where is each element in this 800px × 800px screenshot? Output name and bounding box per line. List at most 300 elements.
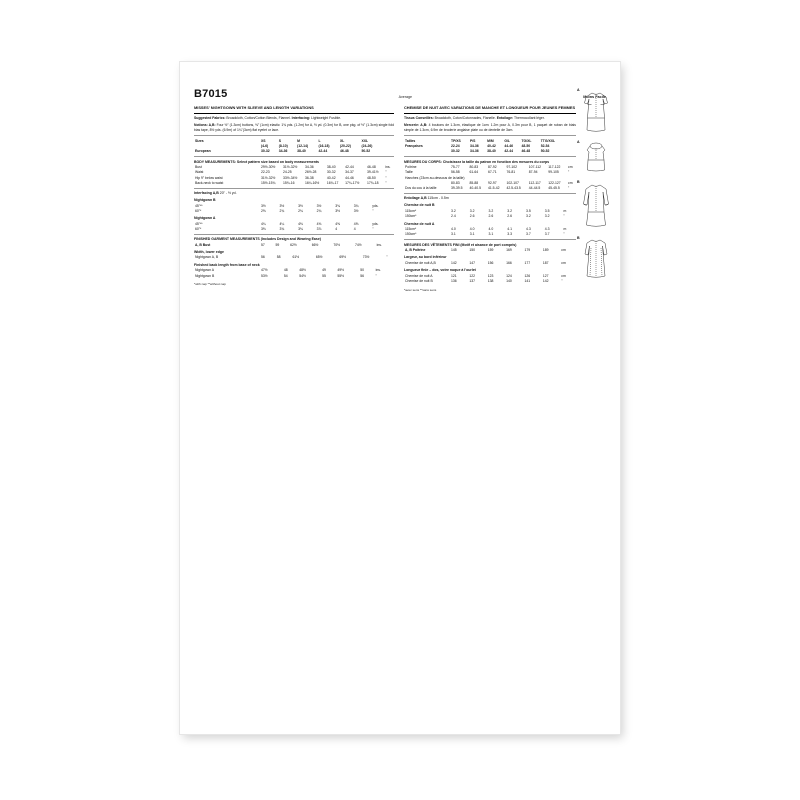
francaises-label: Françaises (405, 144, 423, 149)
divider (194, 135, 394, 136)
cell: 46-48 (367, 165, 376, 170)
cell: 4¼ (261, 221, 266, 226)
size-col-0: TP/XS (451, 138, 461, 143)
cell: 40-40.5 (469, 186, 481, 191)
unit: " (385, 175, 387, 180)
cell: 55½ (337, 273, 345, 278)
table-row (404, 232, 576, 237)
cell: 112-117 (528, 180, 541, 185)
divider (404, 239, 576, 240)
cell: 169 (506, 247, 512, 252)
eu-0: 30-32 (261, 149, 270, 154)
cell: 17¾-18 (367, 180, 379, 185)
fr-sub-2: 40-42 (487, 144, 496, 149)
cell: 121 (451, 273, 457, 278)
table-row (194, 255, 394, 260)
cell: 150 (469, 247, 476, 252)
cell: 39-41½ (367, 170, 379, 175)
average-label: Average (398, 95, 412, 99)
nightgown-b-full-length-icon (581, 236, 611, 282)
cell: 49½ (337, 268, 345, 273)
cell: 3.1 (451, 232, 456, 237)
cell: 69½ (339, 255, 346, 260)
divider (404, 193, 576, 194)
cell: 59 (275, 242, 280, 247)
european-label: European (195, 149, 211, 154)
english-finished-heading: FINISHED GARMENT MEASUREMENTS (Includes Design and Wearing Ease) (194, 237, 321, 242)
cell: 3.2 (526, 214, 531, 219)
cell: 4.3 (544, 226, 550, 231)
cell: 48 (283, 268, 288, 273)
cell: 3.5 (544, 208, 550, 213)
figure-label: B (577, 180, 580, 184)
cell: 54 (283, 273, 288, 278)
cell: 85-88 (469, 180, 479, 185)
cell: 26½-28 (304, 170, 317, 175)
divider (404, 156, 576, 157)
english-body-table (194, 165, 394, 186)
figure-nightgown-b-full (578, 236, 614, 282)
unit: m (563, 226, 567, 231)
cell: 177 (524, 260, 531, 265)
row-label: Chemise de nuit B (405, 278, 433, 283)
eu-4: 46-48 (340, 149, 349, 154)
cell: 33½-34½ (282, 175, 298, 180)
cell: 4⅝ (335, 221, 340, 226)
cell: 136 (451, 278, 457, 283)
table-row (194, 227, 394, 232)
table-row (194, 242, 394, 247)
cell: 44-46 (345, 175, 354, 180)
cell: 123 (487, 273, 494, 278)
cell: 92-97 (487, 180, 497, 185)
cell: 2¾ (316, 208, 322, 213)
cell: 41.5-42 (487, 186, 500, 191)
chemise-b-label: Chemise de nuit B (404, 203, 435, 208)
unit: ins. (385, 165, 391, 170)
figure-label: B (577, 236, 580, 240)
unit: " (385, 170, 387, 175)
divider (404, 135, 576, 136)
row-label: Nightgown A (195, 268, 215, 273)
cell: 47½ (261, 268, 268, 273)
cell: 3¾ (353, 203, 359, 208)
english-nightgown-b-table (194, 203, 394, 214)
table-row (404, 248, 576, 253)
notions-text: 4 boutons de 1.3cm, élastique de 1cm: 1.2m pour A, 0.3m pour B, 1 paquet de ruban de biais simple de 1.3cm, 6.9m de broderie anglaise plate ou de dentelle de 3cm. (404, 123, 576, 132)
cell: 80-83 (451, 180, 460, 185)
unit: " (568, 186, 570, 191)
table-row (404, 278, 576, 283)
size-col-2: M/M (487, 138, 494, 143)
figure-label: A (577, 88, 580, 92)
fr-eu-0: 30-32 (451, 149, 460, 154)
unit: " (385, 180, 387, 185)
unit: m (563, 208, 567, 213)
difficulty-label: Moins Facile (583, 95, 606, 99)
cell: 58 (276, 255, 281, 260)
french-footnotes: *avec sens **sans sens (404, 287, 437, 292)
cell: 3½ (335, 208, 340, 213)
sheet-body (180, 62, 620, 734)
size-sub-3: (16-18) (318, 144, 330, 149)
cell: 3.2 (507, 208, 512, 213)
cell: 75-77 (451, 165, 460, 170)
unit: yds. (372, 203, 379, 208)
fr-eu-1: 34-36 (469, 149, 479, 154)
pattern-code: B7015 (194, 88, 228, 100)
cell: 49 (322, 268, 326, 273)
cell: 36-38 (304, 175, 314, 180)
english-finished-table (194, 242, 394, 247)
cell: 87-94 (528, 170, 538, 175)
french-finished-table (404, 248, 576, 253)
figure-nightgown-a-short (578, 88, 614, 134)
cell: 29½-30½ (261, 165, 276, 170)
cell: 17¼-17½ (345, 180, 360, 185)
nightgown-b-long-sleeve-icon (581, 180, 611, 230)
cell: 4⅝ (353, 221, 359, 226)
notions-label: Mercerie: A,B: (404, 123, 428, 128)
cell: 140 (506, 278, 512, 283)
size-col-3: G/L (504, 138, 510, 143)
fr-eu-2: 38-40 (487, 149, 496, 154)
figure-nightgown-b-long (578, 180, 614, 230)
divider (194, 234, 394, 235)
row-label: A, B Poitrine (405, 247, 426, 252)
unit: cm (561, 260, 566, 265)
sheet-header (194, 88, 606, 100)
cell: 3⅞ (316, 226, 322, 231)
fr-sub-0: 22-24 (451, 144, 460, 149)
unit: " (386, 255, 388, 260)
cell: 4.0 (469, 226, 475, 231)
figure-label: A (577, 140, 580, 144)
divider (194, 188, 394, 189)
cell: 3.7 (526, 232, 531, 237)
row-label: Nightgown B (195, 273, 215, 278)
fr-sub-5: 52-54 (540, 144, 550, 149)
cell: 61½ (292, 255, 300, 260)
cell: 3¾ (298, 226, 303, 231)
cell: 44-44.5 (528, 186, 541, 191)
cell: 3½ (353, 208, 359, 213)
cell: 122 (469, 273, 476, 278)
fr-eu-5: 50-52 (540, 149, 550, 154)
cell: 48-50 (367, 175, 376, 180)
french-chemise-b-table (404, 208, 576, 219)
interfacing-row-value: 20" - ½ yd. (219, 190, 237, 195)
cell: 67-71 (487, 170, 497, 175)
interfacing-text: Lightweight Fusible. (311, 115, 342, 120)
unit: cm (561, 273, 566, 278)
french-fabrics (404, 116, 576, 121)
cell: 4⅜ (298, 221, 303, 226)
french-heading: CHEMISE DE NUIT AVEC VARIATIONS DE MANCHE ET LONGUEUR POUR JEUNES FEMMES (404, 105, 576, 110)
table-row (194, 149, 394, 154)
cell: 127 (542, 273, 549, 278)
eu-5: 50-52 (361, 149, 371, 154)
notions-text: Four ½" (1.3cm) buttons, ⅜" (1cm) elastic: 1¾ yds. (1.2m) for A, ½ yd. (0.3m) for B, one pkg. of ½" (1.3cm) single fold bias tape, 8½ yds. (6.9m) of 1¼"(3cm) flat eyelet or lace. (194, 123, 394, 132)
english-width-table (194, 255, 394, 260)
row-label: Dos du cou à la taille (405, 186, 437, 191)
cell: 122-127 (548, 180, 561, 185)
row-label: 60"* (195, 226, 202, 231)
cell: 166 (506, 260, 512, 265)
unit: " (563, 214, 565, 219)
english-column (194, 105, 394, 292)
notions-label: Notions: A,B: (194, 123, 216, 128)
cell: 40-42 (326, 175, 336, 180)
fr-sub-3: 44-46 (504, 144, 513, 149)
cell: 3½ (316, 203, 322, 208)
fabrics-text: Broadcloth, Coton/Cotonnades, Flanelle. (434, 115, 496, 120)
unit: " (372, 226, 374, 231)
table-row (404, 149, 576, 154)
cell: 4.3 (526, 226, 531, 231)
cell: 50 (360, 268, 365, 273)
cell: 3.3 (507, 232, 512, 237)
fr-eu-3: 42-44 (504, 149, 513, 154)
size-col-4: TG/XL (521, 138, 532, 143)
entoilage-label: Entoilage: (496, 115, 514, 120)
unit: cm (568, 180, 573, 185)
table-row (194, 208, 394, 213)
cell: 3½ (261, 203, 266, 208)
unit: " (375, 273, 377, 278)
size-sub-1: (8-10) (278, 144, 288, 149)
fr-sub-1: 34-36 (469, 144, 479, 149)
cell: 107-112 (528, 165, 541, 170)
size-sub-0: (4-6) (261, 144, 269, 149)
eu-1: 34-36 (278, 149, 288, 154)
cell: 73½ (362, 255, 370, 260)
size-col-4: XL (340, 138, 345, 143)
english-heading: MISSES' NIGHTGOWN WITH SLEEVE AND LENGTH VARIATIONS (194, 105, 314, 110)
cell: 76-81 (506, 170, 516, 175)
entoilage-row-value: 115cm - 0.5m (427, 196, 449, 201)
cell: 2.6 (507, 214, 512, 219)
cell: 74½ (354, 242, 362, 247)
cell: 22-23 (261, 170, 270, 175)
english-nightgown-a-table (194, 221, 394, 232)
cell: 4⅜ (316, 221, 322, 226)
cell: 141 (524, 278, 531, 283)
size-sub-5: (24-26) (361, 144, 373, 149)
cell: 34-36 (304, 165, 314, 170)
row-label: Chemise de nuit A (405, 273, 433, 278)
size-col-5: TTG/XXL (540, 138, 556, 143)
fabrics-label: Suggested Fabrics: (194, 115, 226, 120)
unit: " (372, 208, 374, 213)
cell: 3½ (298, 203, 303, 208)
cell: 147 (469, 260, 476, 265)
cell: 66½ (311, 242, 319, 247)
row-label: 45"** (195, 221, 203, 226)
cell: 189 (542, 247, 549, 252)
cell: 16¼-16½ (304, 180, 320, 185)
cell: 62½ (290, 242, 297, 247)
table-row (194, 273, 394, 278)
english-footnotes: *with nap **without nap (194, 282, 226, 287)
row-label: Poitrine (405, 165, 417, 170)
cell: 187 (542, 260, 549, 265)
row-label: Back-neck to waist (195, 180, 224, 185)
cell: 24-25 (282, 170, 292, 175)
cell: 4 (335, 226, 338, 231)
cell: 138 (487, 278, 494, 283)
unit: ins. (375, 268, 381, 273)
cell: 2¾ (298, 208, 303, 213)
unit: " (561, 278, 563, 283)
cell: 142 (451, 260, 457, 265)
row-label: Taille (405, 170, 413, 175)
fabrics-text: Broadcloth, Cotton/Cotton Blends, Flannel. (226, 115, 291, 120)
unit: " (568, 170, 570, 175)
cell: 3.2 (469, 208, 475, 213)
cell: 4.0 (488, 226, 494, 231)
row-label: 150cm* (405, 214, 417, 219)
row-label: A, B Bust (195, 242, 211, 247)
cell: 80-83 (469, 165, 479, 170)
table-row (404, 214, 576, 219)
divider (194, 156, 394, 157)
fr-eu-4: 46-48 (521, 149, 531, 154)
cell: 4.0 (451, 226, 456, 231)
french-entoilage-row (404, 196, 576, 201)
cell: 2.6 (469, 214, 475, 219)
sheet-content (194, 88, 606, 292)
cell: 55 (322, 273, 326, 278)
size-sub-2: (12-14) (297, 144, 308, 149)
french-body-heading: MESURES DU CORPS: Choisissez la taille du patron en fonction des mesures du corps (404, 159, 550, 164)
cell: 61-64 (469, 170, 479, 175)
cell: 42.5-43.5 (506, 186, 521, 191)
cell: 159 (487, 247, 494, 252)
cell: 30-32 (326, 170, 336, 175)
cell: 3.7 (544, 232, 550, 237)
row-label: Bust (195, 165, 202, 170)
chemise-a-label: Chemise de nuit A (404, 221, 435, 226)
eu-2: 38-40 (297, 149, 306, 154)
row-label: 60"* (195, 208, 202, 213)
cell: 70½ (333, 242, 340, 247)
cell: 48½ (299, 268, 306, 273)
size-col-1: P/S (469, 138, 476, 143)
french-chemise-a-table (404, 227, 576, 238)
french-longueur-table (404, 273, 576, 284)
unit: cm (561, 247, 566, 252)
french-finished-heading: MESURES DES VÊTEMENTS FINI (Motif et aisance de port compris) (404, 242, 517, 247)
row-label: 45"** (195, 203, 203, 208)
interfacing-row-label: Interfacing A,B (194, 190, 219, 195)
nightgown-a-label: Nightgown A (194, 216, 216, 221)
cell: 53½ (261, 273, 268, 278)
cell: 31½-32½ (261, 175, 276, 180)
row-label: Nightgown A, B (195, 255, 219, 260)
cell: 15½-15¾ (261, 180, 276, 185)
cell: 54½ (299, 273, 306, 278)
cell: 65½ (315, 255, 323, 260)
cell: 45-45.5 (548, 186, 560, 191)
eu-3: 42-44 (318, 149, 328, 154)
cell: 124 (506, 273, 512, 278)
cell: 4.1 (507, 226, 512, 231)
cell: 3.5 (526, 208, 531, 213)
cell: 57 (261, 242, 265, 247)
size-col-3: L (318, 138, 321, 143)
french-longueur-label: Longueur finie – dos, votre nuque à l'ourlet (404, 268, 476, 273)
english-interfacing-row (194, 191, 394, 196)
cell: 3¾ (279, 226, 285, 231)
cell: 3.2 (488, 208, 494, 213)
row-label: Hip 9" below waist (195, 175, 223, 180)
divider (404, 113, 576, 114)
cell: 3⅜ (261, 226, 266, 231)
cell: 3¾ (335, 203, 340, 208)
cell: 99-105 (548, 170, 559, 175)
cell: 126 (524, 273, 531, 278)
cell: 42-44 (345, 165, 354, 170)
english-size-table (194, 138, 394, 154)
entoilage-text: Thermocollant léger. (513, 115, 545, 120)
cell: 2¾ (279, 208, 285, 213)
row-label: 150cm* (405, 232, 417, 237)
cell: 56-58 (451, 170, 460, 175)
row-label: 115cm* (405, 208, 417, 213)
unit: " (563, 232, 565, 237)
nightgown-a-short-sleeve-icon (581, 88, 611, 134)
cell: 39-39.5 (451, 186, 463, 191)
table-row (404, 260, 576, 265)
cell: 145 (451, 247, 457, 252)
unit: cm (568, 165, 573, 170)
cell: 2.6 (488, 214, 494, 219)
french-notions (404, 123, 576, 133)
row-label: Chemise de nuit A,B (405, 260, 436, 265)
illustration-column (578, 88, 614, 288)
french-largeur-table (404, 260, 576, 265)
cell: 142 (542, 278, 549, 283)
size-sub-4: (20-22) (340, 144, 351, 149)
cell: 56 (261, 255, 265, 260)
cell: 3.2 (544, 214, 550, 219)
cell: 56 (360, 273, 365, 278)
nightgown-a-detail-icon (581, 140, 611, 174)
cell: 179 (524, 247, 531, 252)
cell: 3½ (279, 203, 285, 208)
pattern-instruction-sheet (180, 62, 620, 734)
fr-sub-4: 48-50 (521, 144, 531, 149)
cell: 4 (353, 226, 356, 231)
sizes-label: Sizes (195, 138, 204, 143)
cell: 16¾-17 (326, 180, 339, 185)
cell: 3.1 (469, 232, 475, 237)
entoilage-row-label: Entoilage A,B (404, 196, 427, 201)
interfacing-label: Interfacing: (291, 115, 311, 120)
table-row (194, 181, 394, 186)
english-body-heading: BODY MEASUREMENTS: Select pattern size based on body measurements (194, 159, 319, 164)
table-row (404, 186, 576, 191)
cell: 117-122 (548, 165, 561, 170)
english-backlength-label: Finished back length from base of neck (194, 262, 260, 267)
unit: yds. (372, 221, 379, 226)
cell: 156 (487, 260, 494, 265)
row-label: 115cm* (405, 226, 417, 231)
row-label: Hanches (23cm au-dessous de la taille) (405, 175, 465, 180)
english-fabrics (194, 116, 394, 121)
cell: 97-102 (506, 165, 518, 170)
